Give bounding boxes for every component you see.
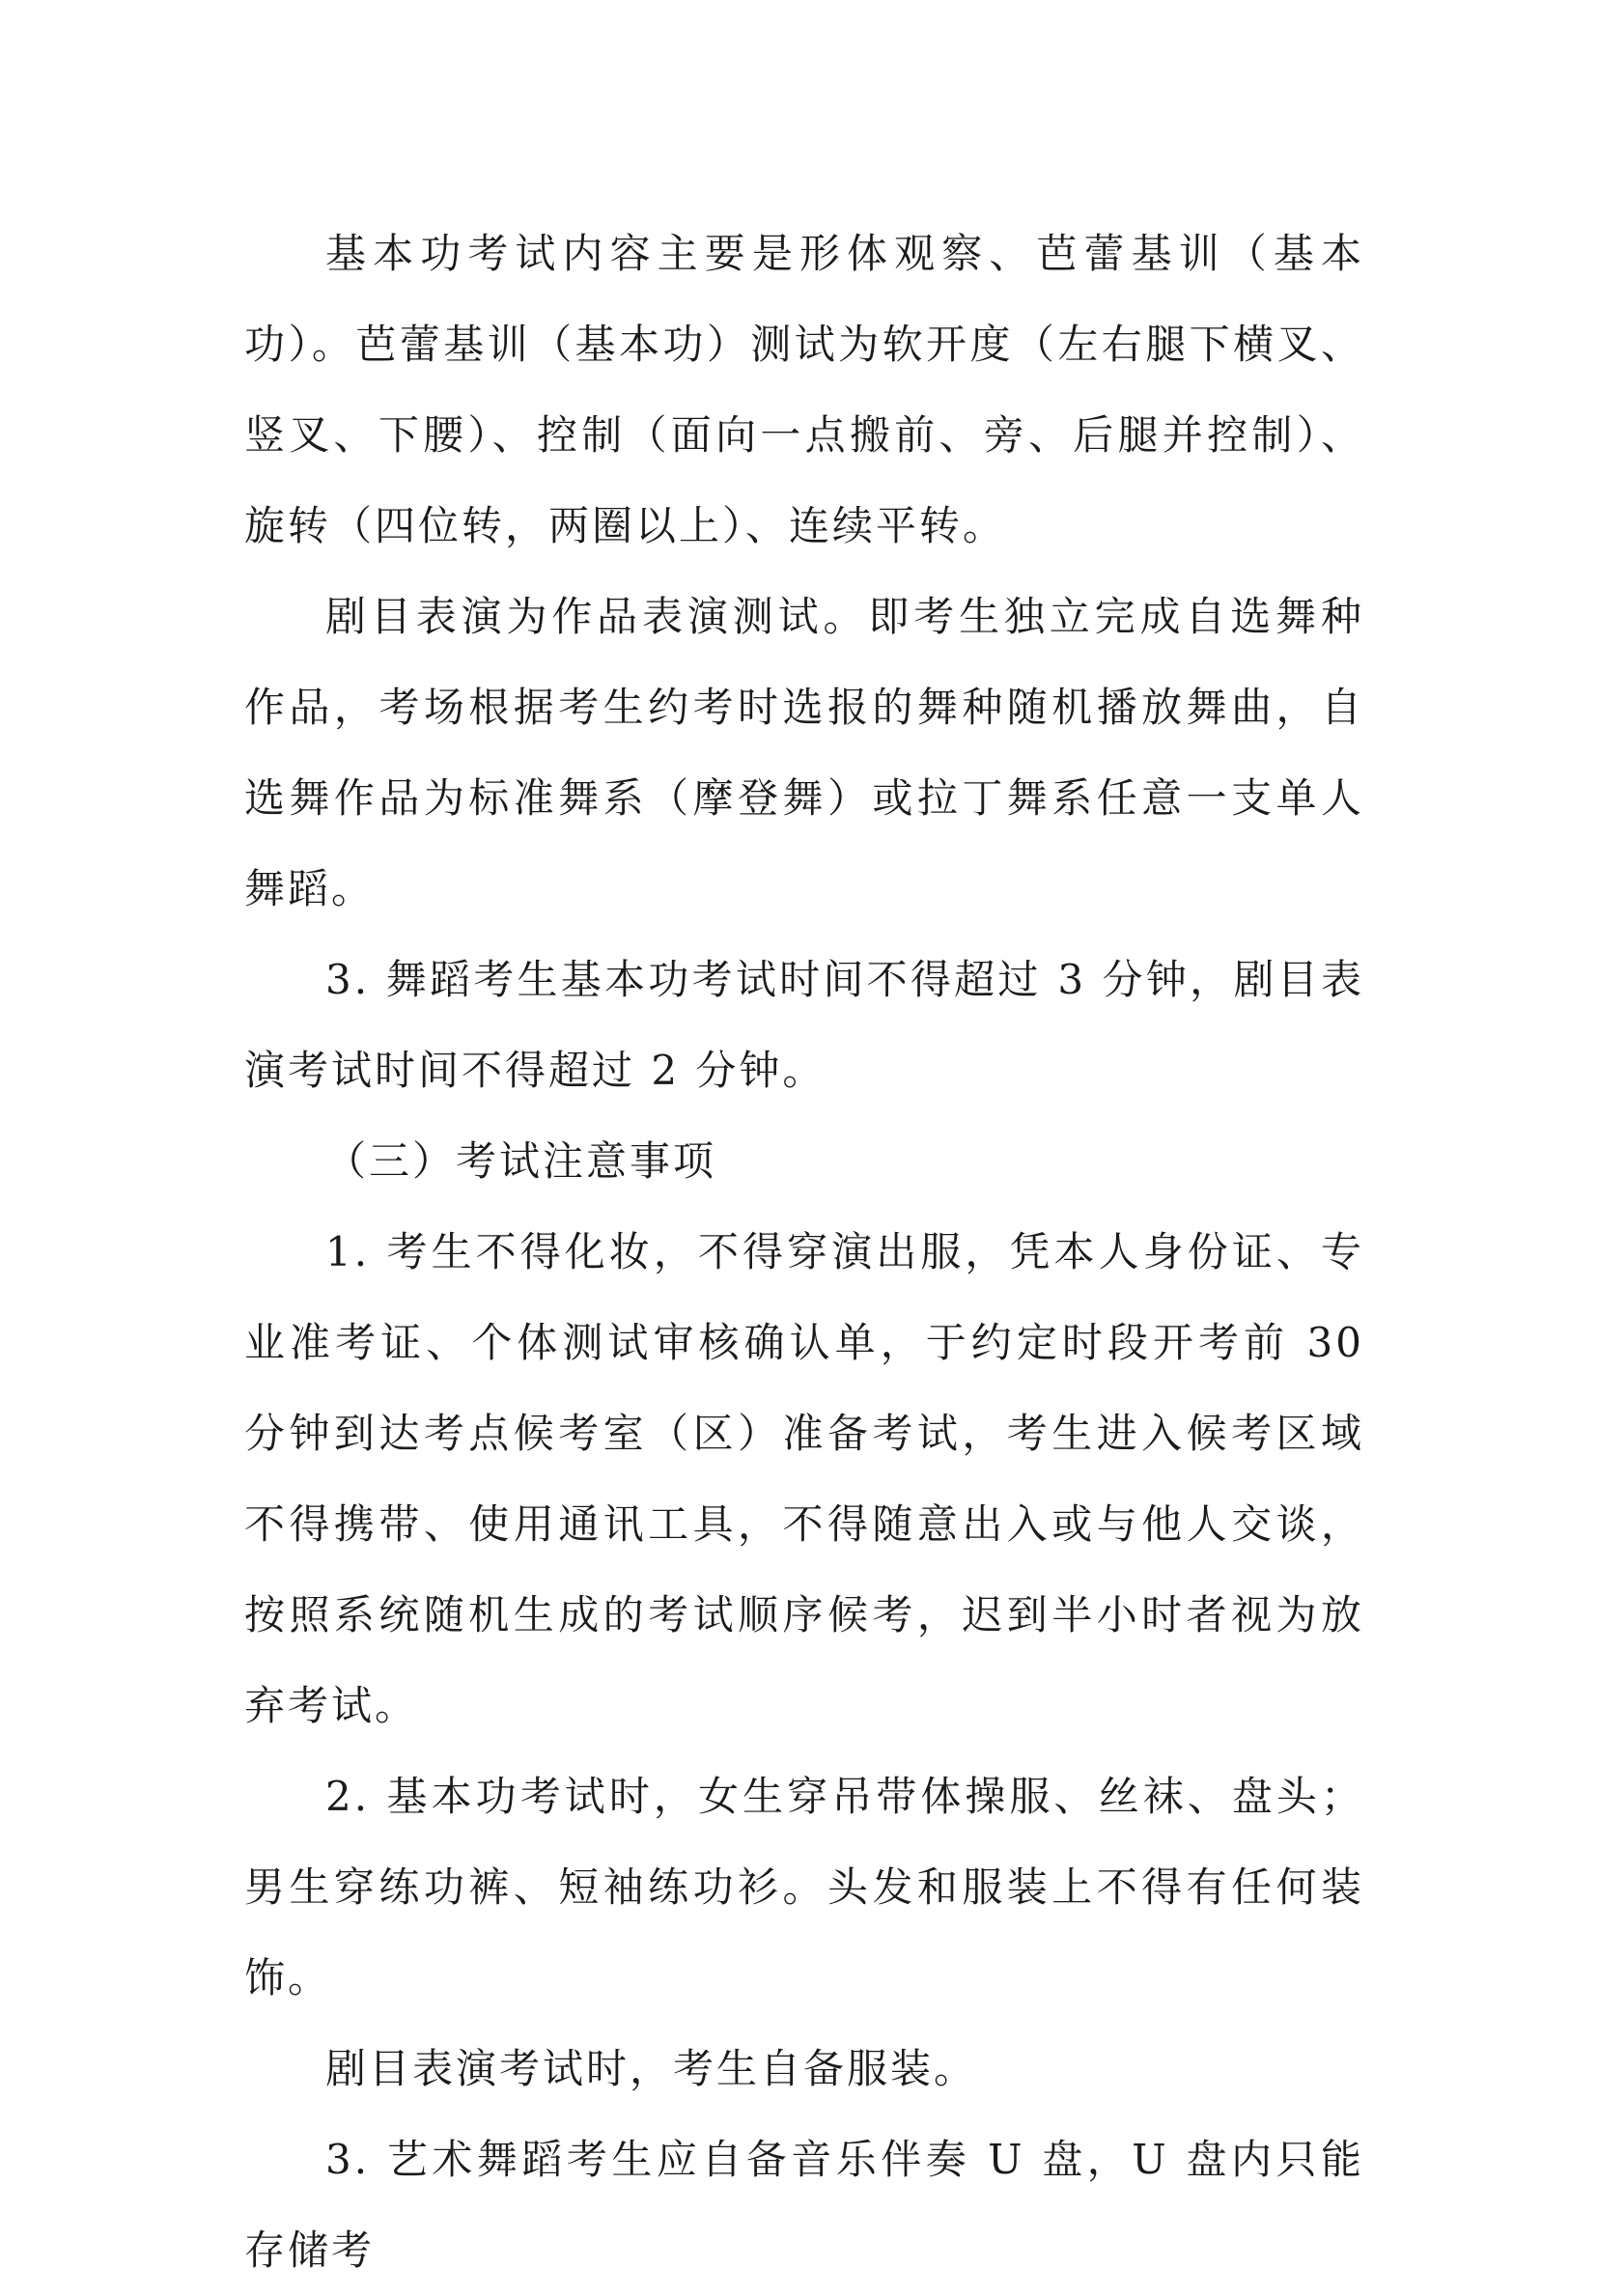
- document-body: [244, 209, 1364, 2296]
- paragraph-basic-skills: 基本功考试内容主要是形体观察、芭蕾基训（基本功）。芭蕾基训（基本功）测试为软开度（左右腿下横叉、竖叉、下腰）、控制（面向一点搬前、旁、后腿并控制）、旋转（四位转，两圈以上）、连续平转。: [244, 230, 1364, 549]
- paragraph-costume: 剧目表演考试时，考生自备服装。: [325, 2045, 978, 2092]
- paragraph-note-3: 3. 艺术舞蹈考生应自备音乐伴奏 U 盘，U 盘内只能存储考: [244, 2136, 1364, 2274]
- paragraph-time-limit: 3. 舞蹈考生基本功考试时间不得超过 3 分钟，剧目表演考试时间不得超过 2 分钟。: [244, 956, 1364, 1094]
- paragraph-note-1: 1. 考生不得化妆，不得穿演出服，凭本人身份证、专业准考证、个体测试审核确认单，于约定时段开考前 30 分钟到达考点候考室（区）准备考试，考生进入候考区域不得携带、使用通讯工具，不得随意出入或与他人交谈，按照系统随机生成的考试顺序候考，迟到半小时者视为放弃考试。: [244, 1228, 1364, 1729]
- paragraph-repertoire-performance: 剧目表演为作品表演测试。即考生独立完成自选舞种作品，考场根据考生约考时选报的舞种随机播放舞曲，自选舞作品为标准舞系（摩登舞）或拉丁舞系任意一支单人舞蹈。: [244, 593, 1364, 912]
- section-heading-exam-notes: （三）考试注意事项: [325, 1137, 717, 1185]
- paragraph-note-2: 2. 基本功考试时，女生穿吊带体操服、丝袜、盘头；男生穿练功裤、短袖练功衫。头发和服装上不得有任何装饰。: [244, 1773, 1364, 2002]
